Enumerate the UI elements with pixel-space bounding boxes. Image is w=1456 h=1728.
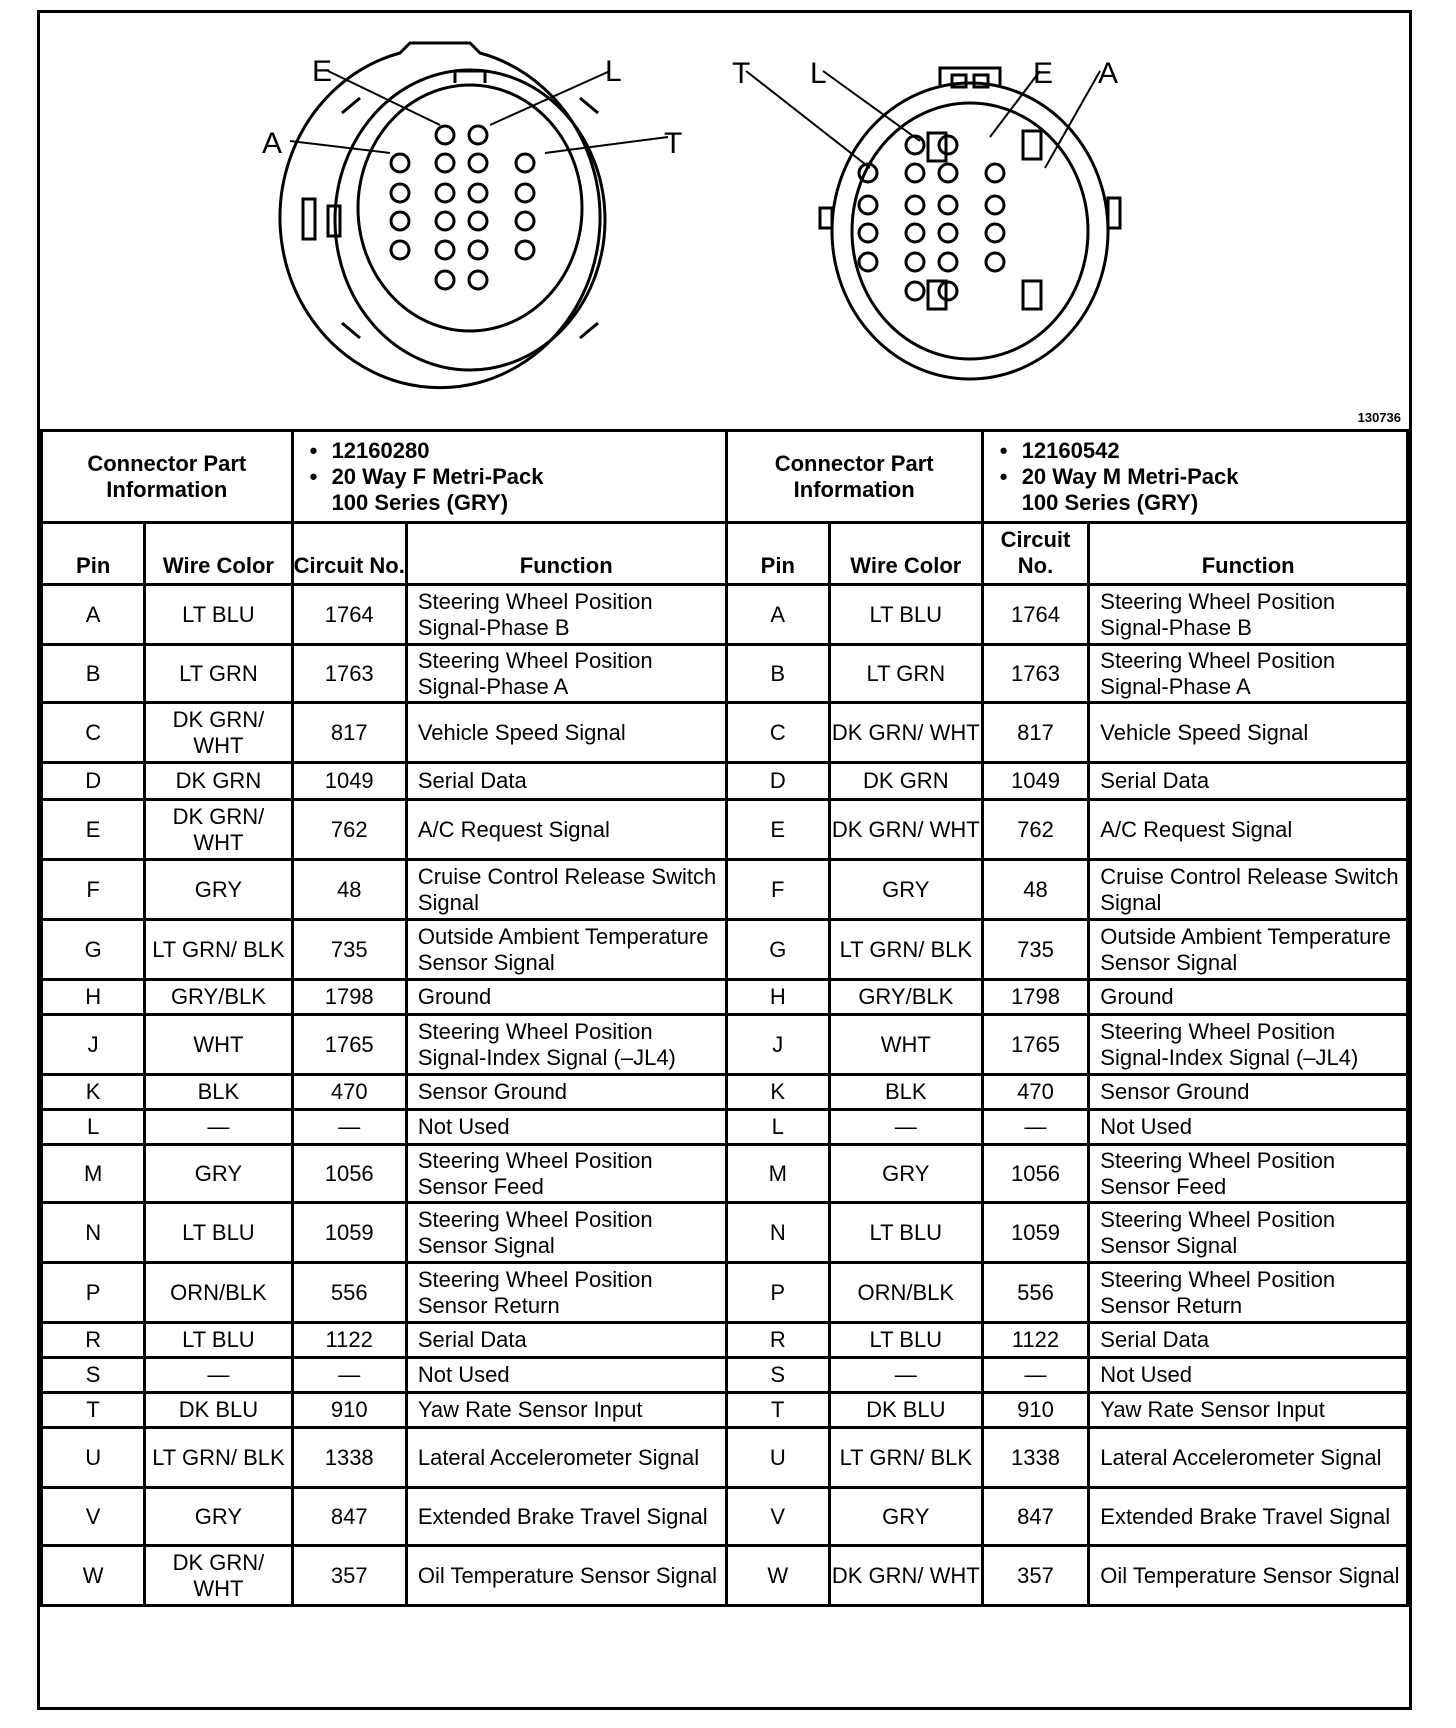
female-pin-cavity: [516, 154, 534, 172]
left-pin-cell: J: [42, 1015, 145, 1075]
left-wire-color-cell: —: [145, 1358, 292, 1393]
right-function-cell: Cruise Control Release Switch Signal: [1089, 860, 1408, 920]
male-pin-cavity: [906, 136, 924, 154]
right-pin-cell: B: [726, 645, 829, 703]
connector-info-row: [42, 431, 1408, 523]
female-pin-cavity: [469, 154, 487, 172]
right-circuit-cell: 1056: [982, 1145, 1089, 1203]
table-row: [42, 1015, 1408, 1075]
right-function-cell: Steering Wheel Position Signal-Phase B: [1089, 585, 1408, 645]
left-part-number: • 12160280: [332, 438, 725, 464]
right-wire-color-cell: ORN/BLK: [829, 1263, 982, 1323]
left-function-cell: Not Used: [406, 1110, 726, 1145]
left-wire-color-cell: GRY: [145, 1145, 292, 1203]
left-circuit-cell: 1122: [292, 1323, 406, 1358]
male-pin-cavity: [906, 196, 924, 214]
left-function-cell: Steering Wheel Position Signal-Phase A: [406, 645, 726, 703]
left-function-cell: Ground: [406, 980, 726, 1015]
left-pin-cell: D: [42, 763, 145, 800]
left-function-cell: Serial Data: [406, 763, 726, 800]
male-pin-cavity: [939, 224, 957, 242]
female-pin-cavity: [391, 184, 409, 202]
right-pin-cell: F: [726, 860, 829, 920]
right-function-cell: Steering Wheel Position Sensor Signal: [1089, 1203, 1408, 1263]
female-pin-cavity: [469, 241, 487, 259]
right-wire-color-cell: DK GRN/ WHT: [829, 1546, 982, 1606]
right-pin-cell: A: [726, 585, 829, 645]
left-circuit-cell: 817: [292, 703, 406, 763]
table-row: [42, 800, 1408, 860]
female-label-l: L: [605, 55, 622, 88]
right-function-cell: Sensor Ground: [1089, 1075, 1408, 1110]
left-wire-color-cell: —: [145, 1110, 292, 1145]
left-function-cell: Steering Wheel Position Sensor Return: [406, 1263, 726, 1323]
connector-figure: [40, 13, 1409, 429]
male-pin-cavity: [939, 196, 957, 214]
left-function-cell: Extended Brake Travel Signal: [406, 1488, 726, 1546]
left-circuit-cell: 1765: [292, 1015, 406, 1075]
left-function-cell: Outside Ambient Temperature Sensor Signal: [406, 920, 726, 980]
left-function-cell: A/C Request Signal: [406, 800, 726, 860]
table-row: [42, 1075, 1408, 1110]
male-pin-cavity: [986, 224, 1004, 242]
left-connector-part-info: [292, 431, 726, 523]
female-label-e: E: [312, 55, 333, 88]
male-label-t: T: [732, 57, 751, 90]
right-wire-color-cell: DK GRN/ WHT: [829, 800, 982, 860]
left-pin-cell: P: [42, 1263, 145, 1323]
right-function-cell: Steering Wheel Position Sensor Return: [1089, 1263, 1408, 1323]
right-function-cell: Oil Temperature Sensor Signal: [1089, 1546, 1408, 1606]
right-function-cell: Vehicle Speed Signal: [1089, 703, 1408, 763]
right-part-number: • 12160542: [1022, 438, 1406, 464]
left-function-cell: Lateral Accelerometer Signal: [406, 1428, 726, 1488]
right-circuit-cell: 1338: [982, 1428, 1089, 1488]
left-pin-cell: W: [42, 1546, 145, 1606]
right-circuit-cell: 817: [982, 703, 1089, 763]
table-row: [42, 1358, 1408, 1393]
right-circuit-cell: 556: [982, 1263, 1089, 1323]
male-pin-cavity: [859, 253, 877, 271]
right-pin-cell: G: [726, 920, 829, 980]
right-function-cell: Serial Data: [1089, 763, 1408, 800]
table-row: [42, 585, 1408, 645]
left-circuit-cell: 1338: [292, 1428, 406, 1488]
left-wire-color-cell: BLK: [145, 1075, 292, 1110]
left-wire-color-cell: DK GRN/ WHT: [145, 703, 292, 763]
male-pin-cavity: [986, 253, 1004, 271]
right-description-line1: • 20 Way M Metri-Pack: [1022, 464, 1406, 490]
column-header-row: [42, 523, 1408, 585]
right-pin-cell: S: [726, 1358, 829, 1393]
table-row: [42, 920, 1408, 980]
right-wire-color-cell: —: [829, 1358, 982, 1393]
right-circuit-cell: 1765: [982, 1015, 1089, 1075]
left-wire-color-cell: LT GRN/ BLK: [145, 1428, 292, 1488]
table-row: [42, 860, 1408, 920]
left-circuit-cell: 910: [292, 1393, 406, 1428]
left-function-cell: Steering Wheel Position Sensor Signal: [406, 1203, 726, 1263]
male-pin-cavity: [939, 282, 957, 300]
female-pin-cavity: [469, 126, 487, 144]
right-col-pin: Pin: [726, 523, 829, 585]
right-col-function: Function: [1089, 523, 1408, 585]
right-wire-color-cell: BLK: [829, 1075, 982, 1110]
right-function-cell: Steering Wheel Position Signal-Index Signal (–JL4): [1089, 1015, 1408, 1075]
right-pin-cell: E: [726, 800, 829, 860]
left-circuit-cell: 735: [292, 920, 406, 980]
left-wire-color-cell: DK BLU: [145, 1393, 292, 1428]
left-function-cell: Vehicle Speed Signal: [406, 703, 726, 763]
female-pin-cavity: [391, 241, 409, 259]
left-description-line2: 100 Series (GRY): [331, 489, 509, 515]
left-circuit-cell: 1056: [292, 1145, 406, 1203]
right-circuit-cell: —: [982, 1110, 1089, 1145]
right-wire-color-cell: WHT: [829, 1015, 982, 1075]
left-wire-color-cell: LT BLU: [145, 1203, 292, 1263]
left-col-wire-color: Wire Color: [145, 523, 292, 585]
right-pin-cell: R: [726, 1323, 829, 1358]
right-circuit-cell: 762: [982, 800, 1089, 860]
left-col-circuit-no: Circuit No.: [292, 523, 406, 585]
right-circuit-cell: 1798: [982, 980, 1089, 1015]
left-wire-color-cell: DK GRN: [145, 763, 292, 800]
male-pin-cavity: [906, 282, 924, 300]
right-pin-cell: D: [726, 763, 829, 800]
right-function-cell: Serial Data: [1089, 1323, 1408, 1358]
left-pin-cell: K: [42, 1075, 145, 1110]
left-circuit-cell: 1764: [292, 585, 406, 645]
male-pin-cavity: [906, 253, 924, 271]
male-pin-cavity: [986, 196, 1004, 214]
right-wire-color-cell: GRY: [829, 1488, 982, 1546]
right-pin-cell: C: [726, 703, 829, 763]
right-circuit-cell: 847: [982, 1488, 1089, 1546]
male-pin-cavity: [859, 224, 877, 242]
female-pin-cavity: [436, 271, 454, 289]
right-function-cell: Steering Wheel Position Signal-Phase A: [1089, 645, 1408, 703]
table-row: [42, 1145, 1408, 1203]
right-function-cell: Steering Wheel Position Sensor Feed: [1089, 1145, 1408, 1203]
right-wire-color-cell: LT BLU: [829, 585, 982, 645]
left-pin-cell: L: [42, 1110, 145, 1145]
left-function-cell: Not Used: [406, 1358, 726, 1393]
left-description-line1: • 20 Way F Metri-Pack: [332, 464, 725, 490]
male-pin-cavity: [859, 196, 877, 214]
left-pin-cell: U: [42, 1428, 145, 1488]
table-row: [42, 1428, 1408, 1488]
left-circuit-cell: 1763: [292, 645, 406, 703]
male-pin-cavity: [939, 136, 957, 154]
right-circuit-cell: 470: [982, 1075, 1089, 1110]
right-pin-cell: L: [726, 1110, 829, 1145]
left-circuit-cell: —: [292, 1358, 406, 1393]
right-circuit-cell: 1763: [982, 645, 1089, 703]
right-circuit-cell: 48: [982, 860, 1089, 920]
female-pin-cavity: [436, 154, 454, 172]
right-function-cell: Not Used: [1089, 1110, 1408, 1145]
pinout-rows: [42, 585, 1408, 1606]
female-label-a: A: [262, 127, 283, 160]
right-circuit-cell: 1764: [982, 585, 1089, 645]
right-col-wire-color: Wire Color: [829, 523, 982, 585]
left-wire-color-cell: LT BLU: [145, 1323, 292, 1358]
left-pin-cell: M: [42, 1145, 145, 1203]
right-circuit-cell: 1049: [982, 763, 1089, 800]
right-pin-cell: U: [726, 1428, 829, 1488]
male-pin-cavity: [906, 164, 924, 182]
connector-sheet: [37, 10, 1412, 1710]
left-pin-cell: F: [42, 860, 145, 920]
left-wire-color-cell: WHT: [145, 1015, 292, 1075]
left-pin-cell: R: [42, 1323, 145, 1358]
right-function-cell: Not Used: [1089, 1358, 1408, 1393]
right-info-label: Connector Part Information: [726, 431, 982, 523]
left-wire-color-cell: GRY: [145, 1488, 292, 1546]
right-col-circuit-no: Circuit No.: [982, 523, 1089, 585]
female-pin-cavity: [469, 271, 487, 289]
male-pin-cavity: [906, 224, 924, 242]
left-circuit-cell: 1049: [292, 763, 406, 800]
female-pin-cavity: [391, 154, 409, 172]
right-circuit-cell: —: [982, 1358, 1089, 1393]
female-pin-cavity: [436, 241, 454, 259]
right-function-cell: Lateral Accelerometer Signal: [1089, 1428, 1408, 1488]
left-wire-color-cell: GRY: [145, 860, 292, 920]
right-wire-color-cell: DK GRN: [829, 763, 982, 800]
left-circuit-cell: 847: [292, 1488, 406, 1546]
left-pin-cell: V: [42, 1488, 145, 1546]
table-row: [42, 1203, 1408, 1263]
right-wire-color-cell: —: [829, 1110, 982, 1145]
table-row: [42, 1393, 1408, 1428]
left-circuit-cell: 556: [292, 1263, 406, 1323]
left-info-label: Connector Part Information: [42, 431, 293, 523]
female-pin-cavities: [391, 126, 534, 289]
left-wire-color-cell: DK GRN/ WHT: [145, 1546, 292, 1606]
right-pin-cell: T: [726, 1393, 829, 1428]
right-pin-cell: M: [726, 1145, 829, 1203]
left-circuit-cell: 48: [292, 860, 406, 920]
female-pin-cavity: [436, 126, 454, 144]
left-wire-color-cell: DK GRN/ WHT: [145, 800, 292, 860]
right-wire-color-cell: DK BLU: [829, 1393, 982, 1428]
right-pin-cell: H: [726, 980, 829, 1015]
left-function-cell: Oil Temperature Sensor Signal: [406, 1546, 726, 1606]
right-pin-cell: J: [726, 1015, 829, 1075]
right-description-line2: 100 Series (GRY): [1021, 489, 1199, 515]
table-row: [42, 980, 1408, 1015]
left-circuit-cell: 1798: [292, 980, 406, 1015]
right-wire-color-cell: LT GRN: [829, 645, 982, 703]
left-pin-cell: E: [42, 800, 145, 860]
right-pin-cell: N: [726, 1203, 829, 1263]
table-row: [42, 1110, 1408, 1145]
right-circuit-cell: 910: [982, 1393, 1089, 1428]
left-function-cell: Steering Wheel Position Sensor Feed: [406, 1145, 726, 1203]
left-circuit-cell: 357: [292, 1546, 406, 1606]
female-pin-cavity: [391, 212, 409, 230]
left-pin-cell: S: [42, 1358, 145, 1393]
table-row: [42, 1263, 1408, 1323]
female-pin-cavity: [516, 212, 534, 230]
male-label-a: A: [1098, 57, 1119, 90]
right-wire-color-cell: LT GRN/ BLK: [829, 920, 982, 980]
left-circuit-cell: —: [292, 1110, 406, 1145]
right-wire-color-cell: LT GRN/ BLK: [829, 1428, 982, 1488]
left-wire-color-cell: LT BLU: [145, 585, 292, 645]
right-wire-color-cell: GRY/BLK: [829, 980, 982, 1015]
right-function-cell: Extended Brake Travel Signal: [1089, 1488, 1408, 1546]
left-wire-color-cell: ORN/BLK: [145, 1263, 292, 1323]
left-col-function: Function: [406, 523, 726, 585]
table-row: [42, 1323, 1408, 1358]
drawing-id: 130736: [1357, 410, 1401, 425]
table-row: [42, 763, 1408, 800]
left-pin-cell: G: [42, 920, 145, 980]
left-circuit-cell: 470: [292, 1075, 406, 1110]
female-pin-cavity: [516, 184, 534, 202]
right-wire-color-cell: GRY: [829, 1145, 982, 1203]
right-wire-color-cell: LT BLU: [829, 1203, 982, 1263]
table-row: [42, 1488, 1408, 1546]
left-pin-cell: T: [42, 1393, 145, 1428]
table-row: [42, 703, 1408, 763]
connector-diagram: [40, 13, 1409, 429]
female-pin-cavity: [436, 212, 454, 230]
female-pin-cavity: [469, 212, 487, 230]
left-function-cell: Sensor Ground: [406, 1075, 726, 1110]
right-circuit-cell: 735: [982, 920, 1089, 980]
left-pin-cell: B: [42, 645, 145, 703]
right-pin-cell: K: [726, 1075, 829, 1110]
left-pin-cell: C: [42, 703, 145, 763]
female-pin-cavity: [436, 184, 454, 202]
right-pin-cell: V: [726, 1488, 829, 1546]
male-pin-cavity: [939, 164, 957, 182]
table-row: [42, 1546, 1408, 1606]
left-function-cell: Yaw Rate Sensor Input: [406, 1393, 726, 1428]
right-connector-part-info: [982, 431, 1407, 523]
right-wire-color-cell: GRY: [829, 860, 982, 920]
left-wire-color-cell: LT GRN/ BLK: [145, 920, 292, 980]
right-pin-cell: P: [726, 1263, 829, 1323]
left-wire-color-cell: LT GRN: [145, 645, 292, 703]
left-function-cell: Serial Data: [406, 1323, 726, 1358]
right-function-cell: Yaw Rate Sensor Input: [1089, 1393, 1408, 1428]
left-function-cell: Steering Wheel Position Signal-Index Signal (–JL4): [406, 1015, 726, 1075]
right-circuit-cell: 1122: [982, 1323, 1089, 1358]
left-function-cell: Steering Wheel Position Signal-Phase B: [406, 585, 726, 645]
left-pin-cell: N: [42, 1203, 145, 1263]
left-circuit-cell: 762: [292, 800, 406, 860]
left-circuit-cell: 1059: [292, 1203, 406, 1263]
right-pin-cell: W: [726, 1546, 829, 1606]
left-pin-cell: H: [42, 980, 145, 1015]
male-label-e: E: [1033, 57, 1054, 90]
left-pin-cell: A: [42, 585, 145, 645]
right-circuit-cell: 357: [982, 1546, 1089, 1606]
right-circuit-cell: 1059: [982, 1203, 1089, 1263]
female-label-t: T: [664, 127, 683, 160]
female-pin-cavity: [516, 241, 534, 259]
male-label-l: L: [810, 57, 827, 90]
right-function-cell: Outside Ambient Temperature Sensor Signal: [1089, 920, 1408, 980]
right-function-cell: A/C Request Signal: [1089, 800, 1408, 860]
left-wire-color-cell: GRY/BLK: [145, 980, 292, 1015]
right-wire-color-cell: LT BLU: [829, 1323, 982, 1358]
table-row: [42, 645, 1408, 703]
male-pin-cavity: [986, 164, 1004, 182]
right-wire-color-cell: DK GRN/ WHT: [829, 703, 982, 763]
left-function-cell: Cruise Control Release Switch Signal: [406, 860, 726, 920]
left-col-pin: Pin: [42, 523, 145, 585]
male-pin-cavity: [939, 253, 957, 271]
pinout-table: [40, 429, 1409, 1607]
female-pin-cavity: [469, 184, 487, 202]
right-function-cell: Ground: [1089, 980, 1408, 1015]
